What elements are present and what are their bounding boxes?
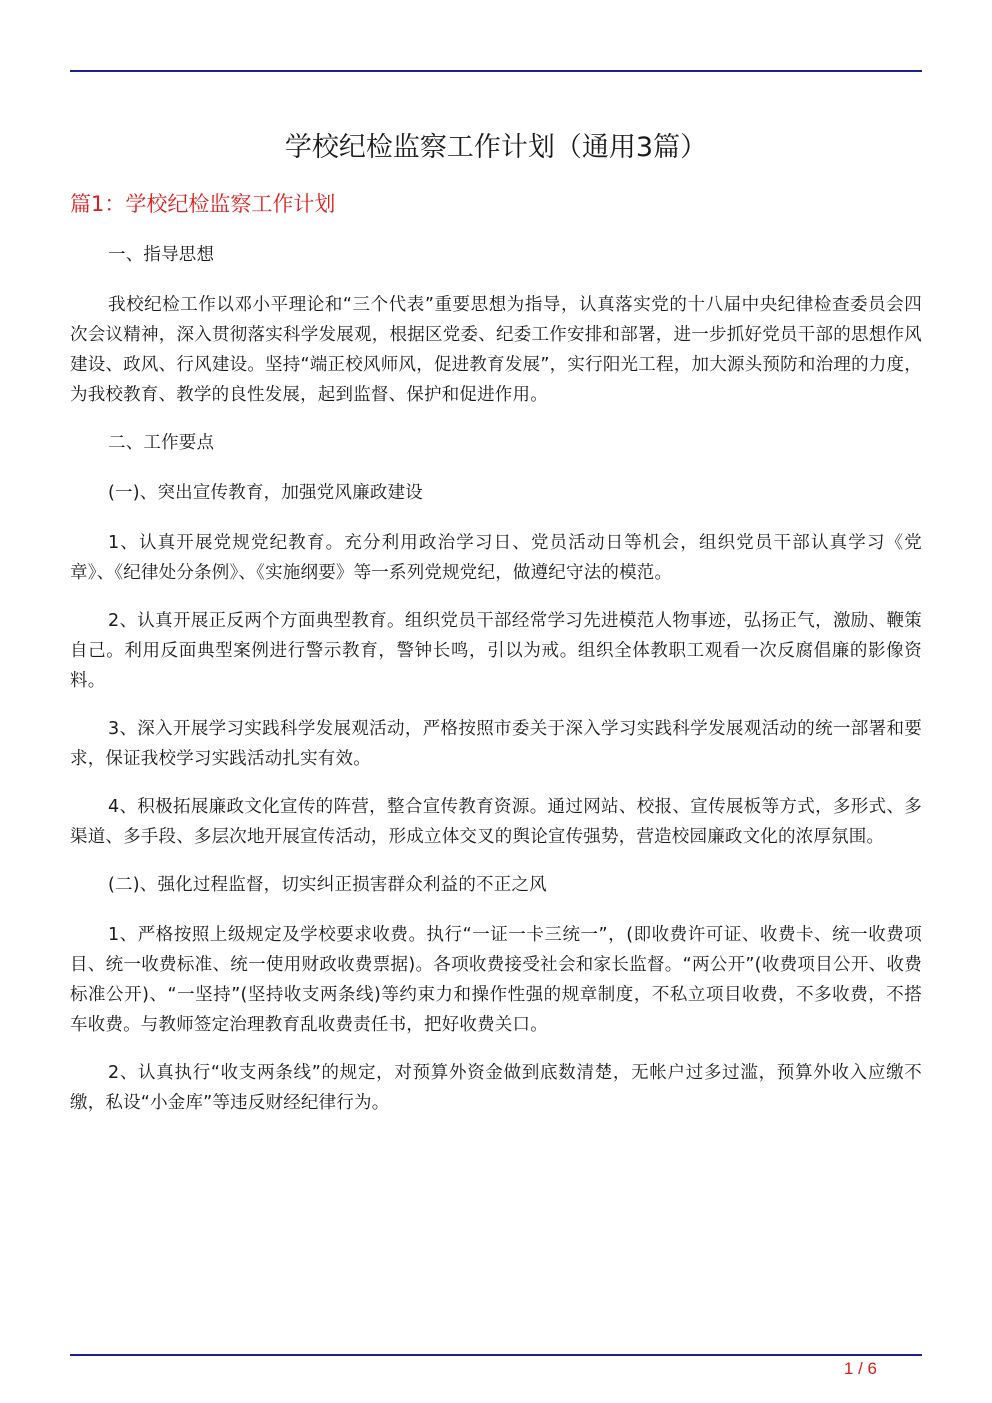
header-rule <box>70 70 922 72</box>
paragraph-fee-item-1: 1、严格按照上级规定及学校要求收费。执行“一证一卡三统一”，(即收费许可证、收费卡、统一收费项目、统一收费标准、统一使用财政收费票据)。各项收费接受社会和家长监督。“两公开”(收费项目公开、收费标准公开)、“一坚持”(坚持收支两条线)等约束力和操作性强的规章制度，不私立项目收费，不多收费，不搭车收费。与教师签定治理教育乱收费责任书，把好收费关口。 <box>70 925 922 1035</box>
section-heading: 篇1：学校纪检监察工作计划 <box>70 192 336 216</box>
footer-rule <box>70 1354 922 1356</box>
paragraph-item-3: 3、深入开展学习实践科学发展观活动，严格按照市委关于深入学习实践科学发展观活动的统一部署和要求，保证我校学习实践活动扎实有效。 <box>70 719 922 769</box>
heading-guiding-ideology: 一、指导思想 <box>108 245 215 265</box>
heading-work-points: 二、工作要点 <box>108 433 215 453</box>
subheading-process-supervision: (二)、强化过程监督，切实纠正损害群众利益的不正之风 <box>108 875 547 895</box>
paragraph-fee-item-2: 2、认真执行“收支两条线”的规定，对预算外资金做到底数清楚，无帐户过多过滥，预算外收入应缴不缴，私设“小金库”等违反财经纪律行为。 <box>70 1063 922 1113</box>
paragraph-item-4: 4、积极拓展廉政文化宣传的阵营，整合宣传教育资源。通过网站、校报、宣传展板等方式，多形式、多渠道、多手段、多层次地开展宣传活动，形成立体交叉的舆论宣传强势，营造校园廉政文化的浓厚氛围。 <box>70 797 922 847</box>
subheading-publicity-education: (一)、突出宣传教育，加强党风廉政建设 <box>108 483 423 503</box>
paragraph-guiding-ideology: 我校纪检工作以邓小平理论和“三个代表”重要思想为指导，认真落实党的十八届中央纪律检查委员会四次会议精神，深入贯彻落实科学发展观，根据区党委、纪委工作安排和部署，进一步抓好党员干部的思想作风建设、政风、行风建设。坚持“端正校风师风，促进教育发展”，实行阳光工程，加大源头预防和治理的力度，为我校教育、教学的良性发展，起到监督、保护和促进作用。 <box>70 295 922 405</box>
paragraph-item-1: 1、认真开展党规党纪教育。充分利用政治学习日、党员活动日等机会，组织党员干部认真学习《党章》、《纪律处分条例》、《实施纲要》等一系列党规党纪，做遵纪守法的模范。 <box>70 533 922 583</box>
paragraph-item-2: 2、认真开展正反两个方面典型教育。组织党员干部经常学习先进模范人物事迹，弘扬正气，激励、鞭策自己。利用反面典型案例进行警示教育，警钟长鸣，引以为戒。组织全体教职工观看一次反腐倡廉的影像资料。 <box>70 611 922 691</box>
document-title: 学校纪检监察工作计划（通用3篇） <box>284 132 708 163</box>
document-body <box>70 240 922 1136</box>
page-number: 1 / 6 <box>843 1359 877 1378</box>
